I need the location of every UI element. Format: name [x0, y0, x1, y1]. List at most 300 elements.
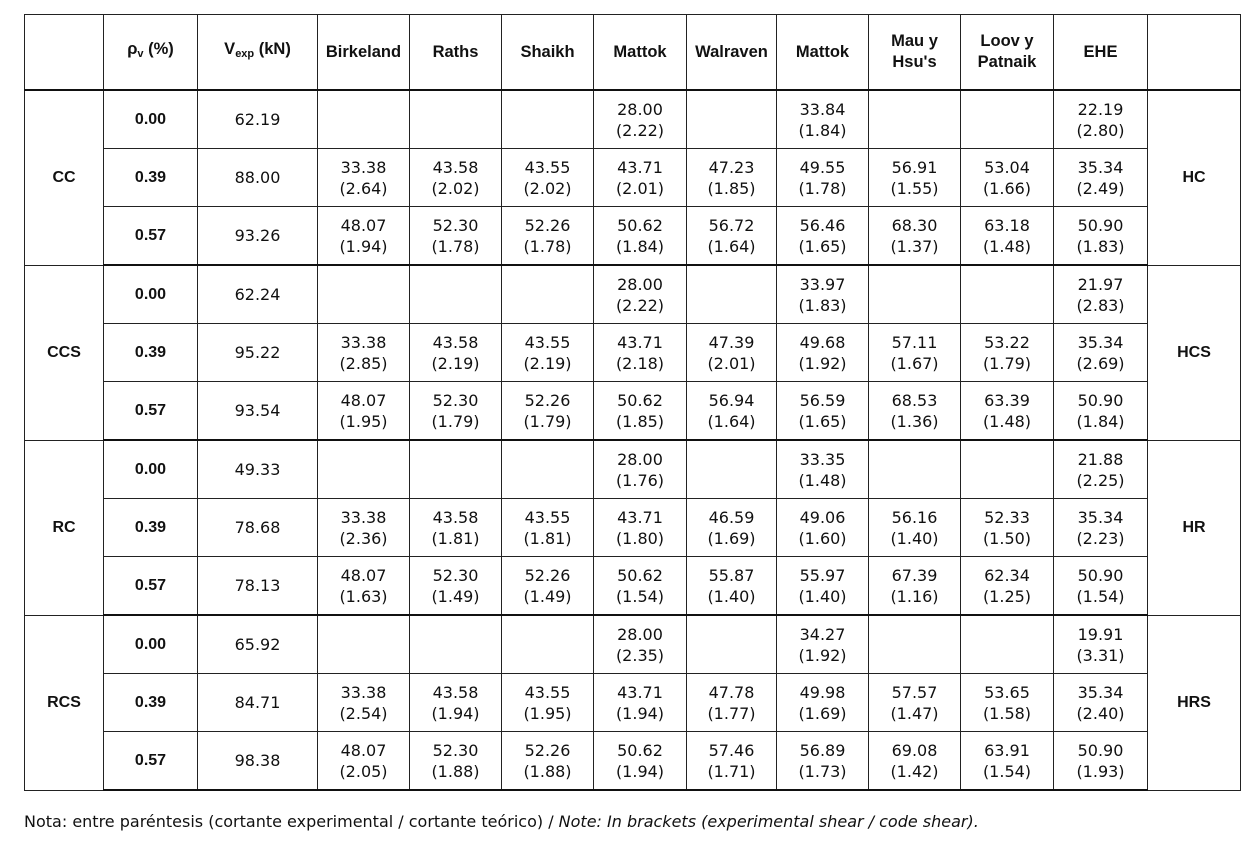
shear-ratio: (1.65) [798, 411, 847, 431]
rho-unit: (%) [143, 40, 174, 58]
shear-ratio: (2.36) [339, 528, 388, 548]
model-cell [961, 90, 1054, 149]
predicted-shear: 68.53 [891, 390, 938, 410]
shear-ratio: (1.94) [615, 703, 665, 723]
shear-results-table [24, 14, 1241, 791]
shear-ratio: (2.54) [339, 703, 388, 723]
shear-ratio: (1.60) [798, 528, 847, 548]
shear-ratio: (1.54) [982, 761, 1032, 781]
shear-ratio: (1.64) [707, 236, 756, 256]
model-cell [318, 557, 410, 616]
shear-ratio: (1.80) [615, 528, 665, 548]
predicted-shear: 43.55 [524, 332, 571, 352]
shear-ratio: (1.69) [798, 703, 847, 723]
table-row [25, 732, 1241, 791]
model-cell [502, 207, 594, 266]
rho-value: 0.57 [104, 557, 198, 616]
predicted-shear: 33.97 [799, 274, 846, 294]
predicted-shear: 47.78 [708, 682, 755, 702]
vexp-value: 84.71 [198, 674, 318, 732]
model-cell [318, 265, 410, 324]
rho-value: 0.00 [104, 265, 198, 324]
model-cell [687, 207, 777, 266]
model-cell [687, 674, 777, 732]
vexp-value: 93.54 [198, 382, 318, 441]
predicted-shear: 48.07 [340, 740, 387, 760]
model-cell [869, 499, 961, 557]
model-cell [318, 440, 410, 499]
model-cell [502, 265, 594, 324]
note-spanish: Nota: entre paréntesis (cortante experimental / cortante teórico) / [24, 812, 559, 831]
group-label: CC [25, 90, 104, 265]
predicted-shear: 55.97 [799, 565, 846, 585]
model-cell [777, 324, 869, 382]
shear-ratio: (1.42) [890, 761, 939, 781]
group-code: HRS [1148, 615, 1241, 790]
model-cell [777, 440, 869, 499]
model-cell [594, 440, 687, 499]
model-cell [594, 207, 687, 266]
model-cell [1054, 90, 1148, 149]
header-model: Mau y Hsu's [869, 15, 961, 91]
model-cell [594, 732, 687, 791]
vexp-unit: (kN) [254, 40, 291, 58]
rho-symbol: ρ [127, 40, 138, 58]
predicted-shear: 47.23 [708, 157, 755, 177]
predicted-shear: 63.18 [984, 215, 1030, 235]
predicted-shear: 69.08 [891, 740, 938, 760]
shear-ratio: (1.83) [798, 295, 847, 315]
predicted-shear: 63.39 [984, 390, 1030, 410]
predicted-shear: 35.34 [1077, 507, 1124, 527]
model-cell [869, 149, 961, 207]
group-label: RCS [25, 615, 104, 790]
shear-ratio: (1.94) [615, 761, 665, 781]
vexp-symbol: V [224, 40, 236, 58]
shear-ratio: (1.79) [431, 411, 480, 431]
predicted-shear: 48.07 [340, 215, 387, 235]
model-cell [594, 324, 687, 382]
model-cell [410, 207, 502, 266]
model-cell [410, 499, 502, 557]
table-row [25, 207, 1241, 266]
predicted-shear: 48.07 [340, 390, 387, 410]
table-row [25, 265, 1241, 324]
header-model: Raths [410, 15, 502, 91]
predicted-shear: 50.90 [1077, 740, 1124, 760]
shear-ratio: (1.71) [707, 761, 756, 781]
predicted-shear: 50.62 [617, 390, 663, 410]
predicted-shear: 56.72 [708, 215, 755, 235]
group-code: HC [1148, 90, 1241, 265]
table-body [25, 90, 1241, 790]
model-cell [687, 732, 777, 791]
predicted-shear: 52.30 [432, 390, 479, 410]
predicted-shear: 46.59 [708, 507, 755, 527]
predicted-shear: 28.00 [617, 624, 663, 644]
rho-value: 0.57 [104, 732, 198, 791]
predicted-shear: 28.00 [617, 274, 663, 294]
model-cell [594, 90, 687, 149]
predicted-shear: 68.30 [891, 215, 938, 235]
header-model: Loov y Patnaik [961, 15, 1054, 91]
model-cell [318, 207, 410, 266]
predicted-shear: 63.91 [984, 740, 1030, 760]
shear-ratio: (1.54) [1076, 586, 1125, 606]
model-cell [777, 207, 869, 266]
model-cell [961, 265, 1054, 324]
shear-ratio: (2.22) [615, 120, 665, 140]
vexp-value: 78.13 [198, 557, 318, 616]
vexp-value: 98.38 [198, 732, 318, 791]
shear-ratio: (1.81) [431, 528, 480, 548]
predicted-shear: 49.68 [799, 332, 846, 352]
shear-ratio: (1.83) [1076, 236, 1125, 256]
model-cell [869, 732, 961, 791]
predicted-shear: 35.34 [1077, 157, 1124, 177]
group-code: HCS [1148, 265, 1241, 440]
shear-ratio: (1.47) [890, 703, 939, 723]
shear-ratio: (2.25) [1076, 470, 1125, 490]
model-cell [1054, 324, 1148, 382]
model-cell [502, 557, 594, 616]
predicted-shear: 43.55 [524, 507, 571, 527]
model-cell [1054, 440, 1148, 499]
predicted-shear: 56.59 [799, 390, 846, 410]
model-cell [869, 324, 961, 382]
model-cell [687, 382, 777, 441]
shear-ratio: (1.48) [798, 470, 847, 490]
predicted-shear: 57.11 [891, 332, 938, 352]
shear-ratio: (1.37) [890, 236, 939, 256]
model-cell [1054, 265, 1148, 324]
model-cell [594, 557, 687, 616]
model-cell [687, 615, 777, 674]
rho-value: 0.00 [104, 440, 198, 499]
model-cell [961, 615, 1054, 674]
predicted-shear: 34.27 [799, 624, 846, 644]
predicted-shear: 43.58 [432, 507, 479, 527]
model-cell [777, 557, 869, 616]
predicted-shear: 53.65 [984, 682, 1030, 702]
predicted-shear: 67.39 [891, 565, 938, 585]
vexp-value: 65.92 [198, 615, 318, 674]
vexp-value: 78.68 [198, 499, 318, 557]
predicted-shear: 52.33 [984, 507, 1030, 527]
table-row [25, 557, 1241, 616]
shear-ratio: (2.35) [615, 645, 665, 665]
predicted-shear: 62.34 [984, 565, 1030, 585]
shear-ratio: (1.36) [890, 411, 939, 431]
model-cell [410, 90, 502, 149]
model-cell [318, 499, 410, 557]
shear-ratio: (1.49) [523, 586, 572, 606]
shear-ratio: (2.01) [707, 353, 756, 373]
predicted-shear: 56.46 [799, 215, 846, 235]
shear-ratio: (1.65) [798, 236, 847, 256]
shear-ratio: (1.94) [431, 703, 480, 723]
shear-ratio: (1.94) [339, 236, 388, 256]
shear-ratio: (1.92) [798, 645, 847, 665]
shear-ratio: (1.88) [523, 761, 572, 781]
model-cell [1054, 207, 1148, 266]
header-model: Shaikh [502, 15, 594, 91]
predicted-shear: 53.04 [984, 157, 1030, 177]
group-code: HR [1148, 440, 1241, 615]
shear-ratio: (1.16) [890, 586, 939, 606]
predicted-shear: 49.06 [799, 507, 846, 527]
predicted-shear: 43.55 [524, 682, 571, 702]
predicted-shear: 43.71 [617, 682, 663, 702]
model-cell [594, 674, 687, 732]
shear-ratio: (2.22) [615, 295, 665, 315]
vexp-value: 88.00 [198, 149, 318, 207]
model-cell [869, 674, 961, 732]
model-cell [961, 207, 1054, 266]
shear-ratio: (1.49) [431, 586, 480, 606]
table-row [25, 615, 1241, 674]
model-cell [869, 265, 961, 324]
header-model: Mattok [594, 15, 687, 91]
predicted-shear: 28.00 [617, 99, 663, 119]
model-cell [777, 149, 869, 207]
shear-ratio: (2.83) [1076, 295, 1125, 315]
model-cell [961, 674, 1054, 732]
model-cell [318, 324, 410, 382]
predicted-shear: 48.07 [340, 565, 387, 585]
shear-ratio: (1.40) [707, 586, 756, 606]
model-cell [869, 90, 961, 149]
model-cell [777, 732, 869, 791]
model-cell [961, 382, 1054, 441]
model-cell [1054, 499, 1148, 557]
rho-value: 0.00 [104, 615, 198, 674]
predicted-shear: 33.38 [340, 682, 387, 702]
model-cell [318, 90, 410, 149]
rho-subscript: v [137, 48, 144, 60]
shear-ratio: (1.79) [982, 353, 1032, 373]
model-cell [777, 382, 869, 441]
model-cell [1054, 732, 1148, 791]
predicted-shear: 22.19 [1077, 99, 1124, 119]
model-cell [318, 674, 410, 732]
predicted-shear: 56.89 [799, 740, 846, 760]
model-cell [961, 440, 1054, 499]
model-cell [1054, 382, 1148, 441]
predicted-shear: 55.87 [708, 565, 755, 585]
table-row [25, 324, 1241, 382]
shear-ratio: (1.81) [523, 528, 572, 548]
predicted-shear: 52.26 [524, 740, 571, 760]
shear-ratio: (2.19) [431, 353, 480, 373]
header-model: Walraven [687, 15, 777, 91]
shear-ratio: (1.67) [890, 353, 939, 373]
model-cell [961, 499, 1054, 557]
shear-ratio: (1.69) [707, 528, 756, 548]
shear-ratio: (1.40) [890, 528, 939, 548]
shear-ratio: (1.58) [982, 703, 1032, 723]
model-cell [502, 499, 594, 557]
predicted-shear: 50.90 [1077, 565, 1124, 585]
predicted-shear: 35.34 [1077, 332, 1124, 352]
predicted-shear: 47.39 [708, 332, 755, 352]
shear-ratio: (1.55) [890, 178, 939, 198]
vexp-subscript: exp [235, 48, 255, 60]
shear-ratio: (2.02) [523, 178, 572, 198]
model-cell [410, 149, 502, 207]
predicted-shear: 35.34 [1077, 682, 1124, 702]
model-cell [687, 149, 777, 207]
rho-value: 0.00 [104, 90, 198, 149]
shear-ratio: (2.64) [339, 178, 388, 198]
shear-ratio: (2.40) [1076, 703, 1125, 723]
predicted-shear: 33.38 [340, 507, 387, 527]
shear-ratio: (2.69) [1076, 353, 1125, 373]
note-english: Note: In brackets (experimental shear / code shear). [558, 812, 979, 831]
header-model: Birkeland [318, 15, 410, 91]
model-cell [502, 732, 594, 791]
shear-ratio: (1.84) [1076, 411, 1125, 431]
shear-ratio: (1.84) [615, 236, 665, 256]
rho-value: 0.57 [104, 382, 198, 441]
vexp-value: 95.22 [198, 324, 318, 382]
table-row [25, 674, 1241, 732]
shear-ratio: (1.85) [707, 178, 756, 198]
predicted-shear: 52.30 [432, 565, 479, 585]
predicted-shear: 28.00 [617, 449, 663, 469]
model-cell [869, 440, 961, 499]
model-cell [502, 615, 594, 674]
header-vexp [198, 15, 318, 91]
predicted-shear: 50.62 [617, 215, 663, 235]
predicted-shear: 49.98 [799, 682, 846, 702]
predicted-shear: 33.35 [799, 449, 846, 469]
model-cell [502, 324, 594, 382]
table-row [25, 90, 1241, 149]
shear-ratio: (1.85) [615, 411, 665, 431]
vexp-value: 62.19 [198, 90, 318, 149]
predicted-shear: 43.71 [617, 507, 663, 527]
group-label: CCS [25, 265, 104, 440]
predicted-shear: 21.97 [1077, 274, 1124, 294]
model-cell [594, 615, 687, 674]
shear-ratio: (1.50) [982, 528, 1032, 548]
group-label: RC [25, 440, 104, 615]
shear-ratio: (1.79) [523, 411, 572, 431]
predicted-shear: 43.55 [524, 157, 571, 177]
shear-ratio: (1.78) [431, 236, 480, 256]
shear-ratio: (1.93) [1076, 761, 1125, 781]
shear-ratio: (1.78) [798, 178, 847, 198]
header-rho [104, 15, 198, 91]
table-row [25, 149, 1241, 207]
shear-ratio: (2.49) [1076, 178, 1125, 198]
table-row [25, 382, 1241, 441]
model-cell [869, 557, 961, 616]
model-cell [1054, 149, 1148, 207]
model-cell [594, 265, 687, 324]
predicted-shear: 56.94 [708, 390, 755, 410]
model-cell [869, 615, 961, 674]
model-cell [410, 265, 502, 324]
predicted-shear: 57.57 [891, 682, 938, 702]
predicted-shear: 33.38 [340, 332, 387, 352]
model-cell [1054, 615, 1148, 674]
shear-ratio: (1.84) [798, 120, 847, 140]
predicted-shear: 50.90 [1077, 390, 1124, 410]
vexp-value: 62.24 [198, 265, 318, 324]
model-cell [777, 615, 869, 674]
model-cell [687, 440, 777, 499]
vexp-value: 93.26 [198, 207, 318, 266]
shear-ratio: (1.54) [615, 586, 665, 606]
shear-ratio: (1.77) [707, 703, 756, 723]
shear-ratio: (2.18) [615, 353, 665, 373]
model-cell [777, 90, 869, 149]
model-cell [410, 557, 502, 616]
results-table-wrapper [24, 14, 1241, 791]
model-cell [687, 90, 777, 149]
shear-ratio: (2.19) [523, 353, 572, 373]
shear-ratio: (1.95) [339, 411, 388, 431]
model-cell [777, 674, 869, 732]
predicted-shear: 43.71 [617, 157, 663, 177]
model-cell [410, 440, 502, 499]
shear-ratio: (1.25) [982, 586, 1032, 606]
model-cell [410, 324, 502, 382]
predicted-shear: 49.55 [799, 157, 846, 177]
shear-ratio: (1.48) [982, 411, 1032, 431]
table-note [24, 812, 979, 831]
predicted-shear: 56.16 [891, 507, 938, 527]
predicted-shear: 43.58 [432, 157, 479, 177]
model-cell [318, 615, 410, 674]
model-cell [961, 732, 1054, 791]
shear-ratio: (1.48) [982, 236, 1032, 256]
predicted-shear: 33.84 [799, 99, 846, 119]
predicted-shear: 33.38 [340, 157, 387, 177]
header-row [25, 15, 1241, 91]
predicted-shear: 50.90 [1077, 215, 1124, 235]
model-cell [318, 149, 410, 207]
table-row [25, 499, 1241, 557]
rho-value: 0.39 [104, 499, 198, 557]
shear-ratio: (1.76) [615, 470, 665, 490]
model-cell [594, 382, 687, 441]
model-cell [594, 149, 687, 207]
predicted-shear: 57.46 [708, 740, 755, 760]
shear-ratio: (1.66) [982, 178, 1032, 198]
model-cell [318, 382, 410, 441]
model-cell [410, 732, 502, 791]
predicted-shear: 43.58 [432, 682, 479, 702]
model-cell [594, 499, 687, 557]
shear-ratio: (2.02) [431, 178, 480, 198]
vexp-value: 49.33 [198, 440, 318, 499]
shear-ratio: (1.40) [798, 586, 847, 606]
shear-ratio: (1.64) [707, 411, 756, 431]
model-cell [502, 440, 594, 499]
header-model: Mattok [777, 15, 869, 91]
rho-value: 0.39 [104, 149, 198, 207]
table-row [25, 440, 1241, 499]
predicted-shear: 19.91 [1077, 624, 1124, 644]
shear-ratio: (1.63) [339, 586, 388, 606]
rho-value: 0.39 [104, 674, 198, 732]
model-cell [502, 149, 594, 207]
predicted-shear: 50.62 [617, 565, 663, 585]
predicted-shear: 56.91 [891, 157, 938, 177]
